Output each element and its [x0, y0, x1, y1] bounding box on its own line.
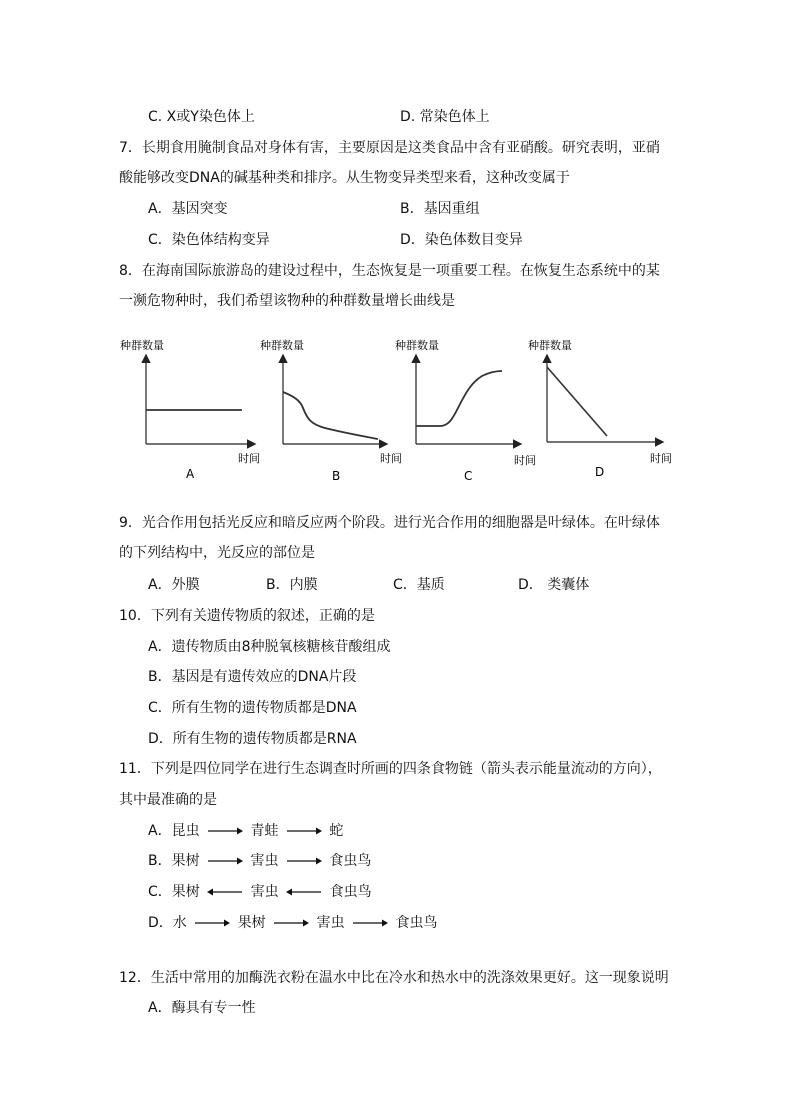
arrow-left-icon: [285, 887, 323, 897]
q11-d-item-4: 食虫鸟: [395, 915, 438, 931]
q7-option-c: C．染色体结构变异: [148, 232, 270, 248]
q11-option-c-label: C．: [148, 884, 172, 900]
arrow-right-icon: [285, 856, 323, 866]
q9-option-d: D． 类囊体: [518, 577, 590, 593]
q6-option-c: C. X或Y染色体上: [148, 109, 255, 125]
q8-graph-a: [120, 338, 260, 481]
q8-growth-curves-figure: [110, 332, 680, 492]
q11-a-item-1: 昆虫: [171, 823, 200, 839]
q11-b-item-3: 食虫鸟: [329, 853, 372, 869]
q11-option-a-label: A．: [148, 823, 172, 839]
graph-b-xlabel: 时间: [380, 452, 402, 465]
q8-stem-line2: 一濒危物种时，我们希望该物种的种群数量增长曲线是: [119, 293, 455, 309]
q8-graph-d: [528, 338, 672, 479]
q10-option-c: C．所有生物的遗传物质都是DNA: [148, 700, 357, 716]
q9-stem-line1: 9．光合作用包括光反应和暗反应两个阶段。进行光合作用的细胞器是叶绿体。在叶绿体: [119, 515, 660, 531]
q8-graph-c: [395, 338, 536, 483]
q11-option-d-label: D．: [148, 915, 173, 931]
q11-option-d: [148, 914, 438, 932]
q7-option-d: D．染色体数目变异: [400, 232, 523, 248]
q9-option-b: B．内膜: [266, 577, 318, 593]
graph-b-letter: B: [332, 469, 341, 483]
q10-option-d: D．所有生物的遗传物质都是RNA: [148, 731, 357, 747]
graph-a-letter: A: [186, 467, 195, 481]
q11-stem-line2: 其中最准确的是: [119, 792, 217, 808]
q8-stem-line1: 8．在海南国际旅游岛的建设过程中，生态恢复是一项重要工程。在恢复生态系统中的某: [119, 263, 660, 279]
graph-d-letter: D: [595, 465, 605, 479]
q11-a-item-2: 青蛙: [250, 823, 279, 839]
graph-d-ylabel: 种群数量: [528, 339, 572, 352]
graph-b-curve: [283, 392, 378, 439]
graph-d-curve: [547, 367, 607, 436]
graph-b-ylabel: 种群数量: [260, 339, 304, 352]
q11-d-item-1: 水: [172, 915, 187, 931]
graph-a-xlabel: 时间: [238, 452, 260, 465]
arrow-right-icon: [206, 826, 244, 836]
q11-b-item-1: 果树: [171, 853, 200, 869]
q7-option-b: B．基因重组: [400, 201, 480, 217]
q11-option-c: [148, 883, 372, 901]
graph-c-ylabel: 种群数量: [395, 339, 439, 352]
q11-option-b: [148, 852, 371, 870]
q11-option-b-label: B．: [148, 853, 172, 869]
q9-option-a: A．外膜: [148, 577, 200, 593]
arrow-left-icon: [206, 887, 244, 897]
graph-a-ylabel: 种群数量: [120, 339, 164, 352]
graph-c-xlabel: 时间: [514, 454, 536, 467]
q9-option-c: C．基质: [393, 577, 445, 593]
q12-stem: 12．生活中常用的加酶洗衣粉在温水中比在冷水和热水中的洗涤效果更好。这一现象说明: [119, 970, 669, 986]
q12-option-a: A．酶具有专一性: [148, 1000, 256, 1016]
q6-option-d: D. 常染色体上: [400, 109, 490, 125]
q10-option-a: A．遗传物质由8种脱氧核糖核苷酸组成: [148, 639, 391, 655]
q11-d-item-3: 害虫: [316, 915, 345, 931]
q11-option-a: [148, 822, 343, 840]
graph-c-curve: [416, 371, 502, 426]
graph-c-letter: C: [464, 469, 473, 483]
arrow-right-icon: [272, 918, 310, 928]
q10-stem: 10．下列有关遗传物质的叙述，正确的是: [119, 608, 375, 624]
arrow-right-icon: [206, 856, 244, 866]
arrow-right-icon: [351, 918, 389, 928]
q8-graph-b: [260, 338, 402, 483]
q7-option-a: A．基因突变: [148, 201, 228, 217]
arrow-right-icon: [193, 918, 231, 928]
q11-c-item-3: 食虫鸟: [329, 884, 372, 900]
graph-d-xlabel: 时间: [650, 452, 672, 465]
q11-a-item-3: 蛇: [329, 823, 344, 839]
q11-stem-line1: 11．下列是四位同学在进行生态调查时所画的四条食物链（箭头表示能量流动的方向），: [119, 761, 662, 777]
q7-stem-line1: 7．长期食用腌制食品对身体有害，主要原因是这类食品中含有亚硝酸。研究表明，亚硝: [119, 140, 660, 156]
q9-stem-line2: 的下列结构中，光反应的部位是: [119, 545, 315, 561]
q11-b-item-2: 害虫: [250, 853, 279, 869]
q10-option-b: B．基因是有遗传效应的DNA片段: [148, 669, 357, 685]
q11-d-item-2: 果树: [237, 915, 266, 931]
q11-c-item-2: 害虫: [250, 884, 279, 900]
q7-stem-line2: 酸能够改变DNA的碱基种类和排序。从生物变异类型来看，这种改变属于: [119, 170, 570, 186]
q11-c-item-1: 果树: [171, 884, 200, 900]
arrow-right-icon: [285, 826, 323, 836]
